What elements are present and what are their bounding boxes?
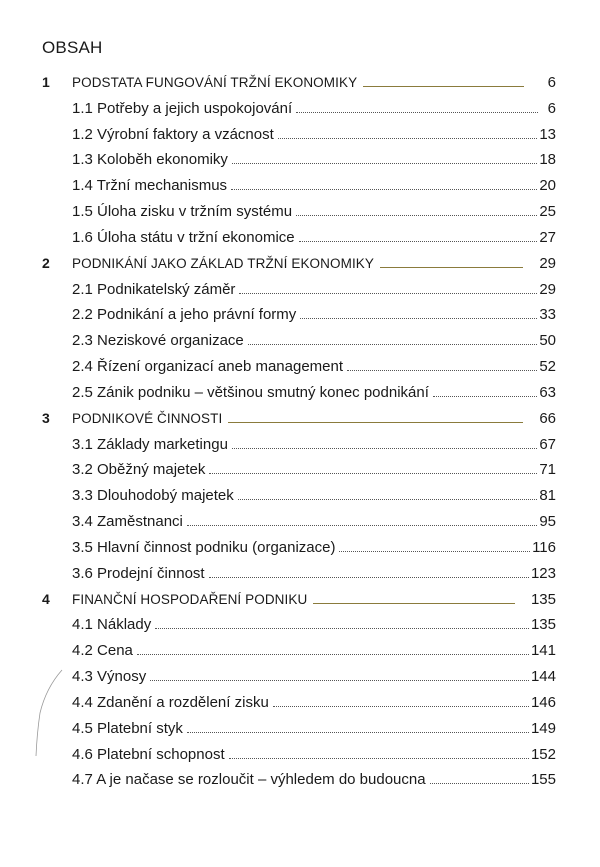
section-title: 3.5 Hlavní činnost podniku (organizace) [72, 538, 336, 556]
page-number: 95 [539, 513, 556, 531]
page-number: 135 [530, 590, 556, 608]
dot-leader [296, 112, 538, 113]
toc-section-row [42, 122, 556, 148]
section-title: 3.3 Dlouhodobý majetek [72, 487, 234, 505]
toc-heading: OBSAH [42, 38, 103, 57]
section-title: 2.4 Řízení organizací aneb management [72, 358, 344, 376]
section-title: 2.1 Podnikatelský záměr [72, 280, 236, 298]
page-number: 155 [530, 771, 556, 789]
toc-section-row [42, 173, 556, 199]
section-title: 4.3 Výnosy [72, 668, 147, 686]
chapter-title: PODSTATA FUNGOVÁNÍ TRŽNÍ EKONOMIKY [72, 75, 358, 90]
section-title: 3.1 Základy marketingu [72, 435, 228, 453]
dot-leader [300, 318, 537, 319]
page-number: 27 [539, 228, 556, 246]
section-title: 1.1 Potřeby a jejich uspokojování [72, 99, 293, 117]
section-title: 1.5 Úloha zisku v tržním systému [72, 203, 293, 221]
section-title: 2.5 Zánik podniku – většinou smutný konec podnikání [72, 383, 429, 401]
page-number: 146 [530, 693, 556, 711]
page-number: 123 [530, 564, 556, 582]
dot-leader [347, 370, 537, 371]
section-title: 1.4 Tržní mechanismus [72, 177, 228, 195]
pencil-mark [34, 668, 64, 758]
dot-leader [232, 163, 537, 164]
section-title: 1.3 Koloběh ekonomiky [72, 151, 228, 169]
page-number: 52 [539, 358, 556, 376]
page-number: 6 [547, 99, 556, 117]
section-title: 4.1 Náklady [72, 616, 152, 634]
page-number: 144 [530, 668, 556, 686]
chapter-rule [363, 86, 524, 87]
page-number: 29 [539, 254, 556, 272]
dot-leader [187, 732, 529, 733]
page-number: 67 [539, 435, 556, 453]
toc-section-row [42, 664, 556, 690]
dot-leader [209, 473, 537, 474]
page-number: 66 [539, 409, 556, 427]
dot-leader [273, 706, 529, 707]
chapter-title: FINANČNÍ HOSPODAŘENÍ PODNIKU [72, 591, 308, 607]
chapter-title: PODNIKÁNÍ JAKO ZÁKLAD TRŽNÍ EKONOMIKY [72, 255, 375, 271]
page-number: 152 [530, 745, 556, 763]
chapter-rule [313, 603, 515, 604]
page-number: 25 [539, 203, 556, 221]
dot-leader [339, 551, 530, 552]
page-number: 71 [539, 461, 556, 479]
section-title: 4.6 Platební schopnost [72, 745, 225, 763]
chapter-rule [228, 422, 523, 423]
toc-section-row [42, 328, 556, 354]
toc-section-row [42, 147, 556, 173]
page-number: 135 [530, 616, 556, 634]
toc-section-row [42, 561, 556, 587]
toc-section-row [42, 96, 556, 122]
page-number: 13 [539, 125, 556, 143]
page-number: 6 [547, 74, 556, 91]
section-title: 3.2 Oběžný majetek [72, 461, 206, 479]
toc-section-row [42, 432, 556, 458]
section-title: 2.2 Podnikání a jeho právní formy [72, 306, 297, 324]
chapter-number: 2 [42, 254, 50, 271]
toc-section-row [42, 354, 556, 380]
dot-leader [187, 525, 537, 526]
page-number: 33 [539, 306, 556, 324]
dot-leader [155, 628, 529, 629]
section-title: 4.5 Platební styk [72, 719, 183, 737]
chapter-number: 3 [42, 409, 50, 426]
dot-leader [209, 577, 529, 578]
page-number: 20 [539, 177, 556, 195]
dot-leader [430, 783, 529, 784]
page-number: 18 [539, 151, 556, 169]
toc-section-row [42, 638, 556, 664]
section-title: 3.6 Prodejní činnost [72, 564, 205, 582]
page-number: 50 [539, 332, 556, 350]
chapter-number: 1 [42, 74, 50, 90]
dot-leader [278, 138, 538, 139]
toc-section-row [42, 767, 556, 793]
section-title: 1.6 Úloha státu v tržní ekonomice [72, 228, 295, 246]
toc-section-row [42, 483, 556, 509]
chapter-rule [380, 267, 523, 268]
chapter-title: PODNIKOVÉ ČINNOSTI [72, 410, 223, 426]
toc-section-row [42, 302, 556, 328]
dot-leader [299, 241, 538, 242]
toc-chapter-row [42, 406, 556, 432]
toc-section-row [42, 457, 556, 483]
dot-leader [238, 499, 538, 500]
dot-leader [229, 758, 529, 759]
dot-leader [433, 396, 537, 397]
toc-chapter-row [42, 70, 556, 96]
toc-section-row [42, 742, 556, 768]
toc-section-row [42, 199, 556, 225]
dot-leader [232, 448, 537, 449]
page-number: 141 [530, 642, 556, 660]
toc-section-row [42, 380, 556, 406]
toc-chapter-row [42, 251, 556, 277]
toc-section-row [42, 612, 556, 638]
toc-chapter-row [42, 587, 556, 613]
section-title: 4.4 Zdanění a rozdělení zisku [72, 693, 269, 711]
table-of-contents [42, 70, 556, 793]
page-number: 29 [539, 280, 556, 298]
page-number: 149 [530, 719, 556, 737]
page-number: 116 [532, 538, 556, 556]
section-title: 3.4 Zaměstnanci [72, 513, 183, 531]
chapter-number: 4 [42, 590, 50, 607]
toc-section-row [42, 535, 556, 561]
section-title: 1.2 Výrobní faktory a vzácnost [72, 125, 274, 143]
dot-leader [296, 215, 537, 216]
toc-section-row [42, 277, 556, 303]
section-title: 4.2 Cena [72, 642, 133, 660]
dot-leader [137, 654, 529, 655]
toc-section-row [42, 225, 556, 251]
dot-leader [239, 293, 537, 294]
dot-leader [231, 189, 537, 190]
toc-section-row [42, 690, 556, 716]
page-number: 81 [539, 487, 556, 505]
section-title: 4.7 A je načase se rozloučit – výhledem do budoucna [72, 771, 426, 789]
page-number: 63 [539, 383, 556, 401]
dot-leader [248, 344, 538, 345]
toc-section-row [42, 716, 556, 742]
toc-section-row [42, 509, 556, 535]
dot-leader [150, 680, 529, 681]
section-title: 2.3 Neziskové organizace [72, 332, 244, 350]
